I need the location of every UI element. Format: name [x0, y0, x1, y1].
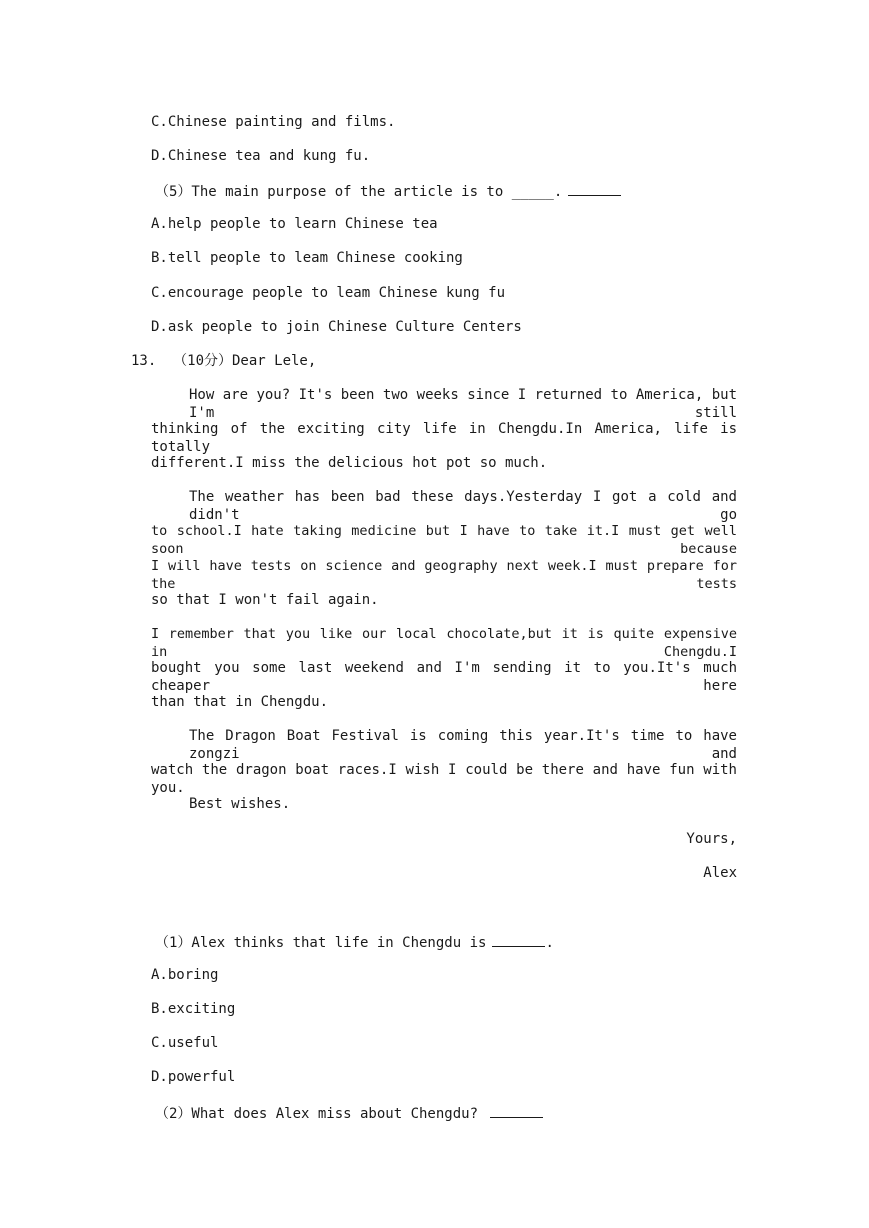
letter-line: to school.I hate taking medicine but I have to take it.I must get well soon because — [151, 523, 737, 557]
q13-sub1-option-a: A.boring — [151, 967, 219, 983]
q12-option-d: D.Chinese tea and kung fu. — [151, 148, 371, 164]
letter-signature: Alex — [703, 865, 737, 881]
letter-closing: Yours, — [686, 831, 737, 847]
letter-line: bought you some last weekend and I'm sending it to you.It's much cheaper here — [151, 660, 737, 694]
q13-sub1-question — [155, 932, 554, 952]
q12-sub5-option-a: A.help people to learn Chinese tea — [151, 216, 438, 232]
answer-blank[interactable] — [490, 1103, 543, 1118]
answer-blank[interactable] — [492, 932, 545, 947]
letter-line: How are you? It's been two weeks since I returned to America, but I'm still — [189, 387, 737, 421]
letter-line: watch the dragon boat races.I wish I could be there and have fun with you. — [151, 762, 737, 796]
q12-sub5-option-c: C.encourage people to leam Chinese kung fu — [151, 285, 506, 301]
letter-line: thinking of the exciting city life in Chengdu.In America, life is totally — [151, 421, 737, 455]
letter-line: I will have tests on science and geography next week.I must prepare for the tests — [151, 558, 737, 592]
letter-line: I remember that you like our local chocolate,but it is quite expensive in Chengdu.I — [151, 626, 737, 660]
q12-sub5-option-b: B.tell people to leam Chinese cooking — [151, 250, 463, 266]
letter-line: different.I miss the delicious hot pot so much. — [151, 455, 548, 471]
letter-line: The Dragon Boat Festival is coming this year.It's time to have zongzi and — [189, 728, 737, 762]
q12-sub5-question — [155, 181, 621, 201]
answer-blank[interactable] — [568, 181, 621, 196]
letter-line: The weather has been bad these days.Yesterday I got a cold and didn't go — [189, 489, 737, 523]
q13-sub1-period: . — [545, 935, 554, 951]
q13-sub2-text: （2）What does Alex miss about Chengdu? — [155, 1106, 479, 1122]
letter-line: Best wishes. — [189, 796, 291, 812]
q13-sub1-option-b: B.exciting — [151, 1001, 236, 1017]
q13-sub1-text: （1）Alex thinks that life in Chengdu is — [155, 935, 487, 951]
q12-sub5-option-d: D.ask people to join Chinese Culture Centers — [151, 319, 522, 335]
q12-option-c: C.Chinese painting and films. — [151, 114, 396, 130]
letter-line: than that in Chengdu. — [151, 694, 329, 710]
letter-line: so that I won't fail again. — [151, 592, 379, 608]
q12-sub5-text: （5）The main purpose of the article is to _____. — [155, 184, 563, 200]
q13-sub1-option-d: D.powerful — [151, 1069, 236, 1085]
q13-sub2-question — [155, 1103, 543, 1123]
q13-sub1-option-c: C.useful — [151, 1035, 219, 1051]
q13-header: 13. （10分）Dear Lele, — [131, 353, 317, 369]
